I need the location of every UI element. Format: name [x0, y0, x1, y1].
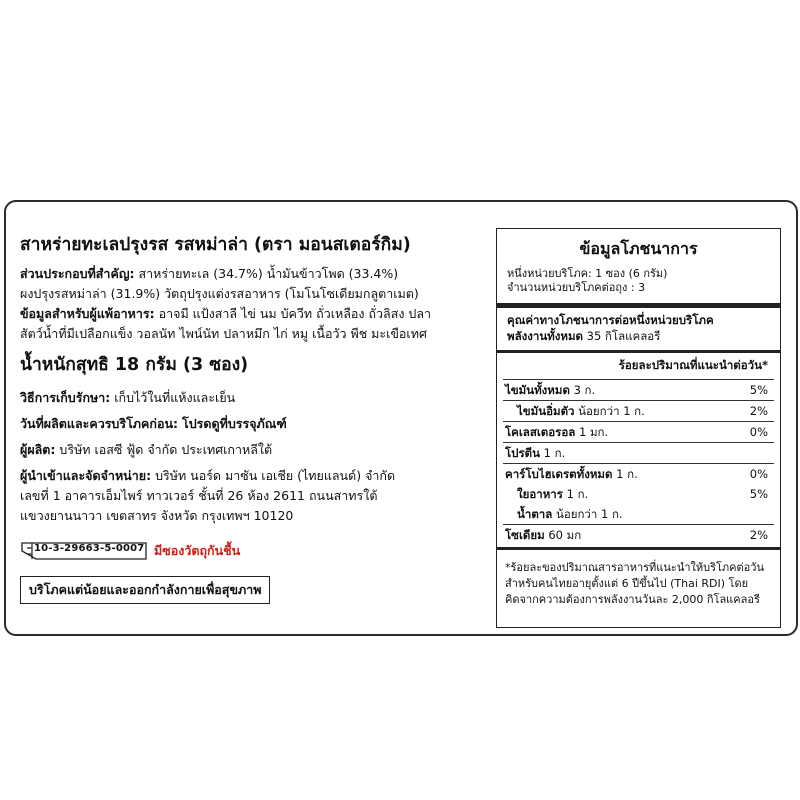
nutrient-pct: 0% [749, 467, 768, 481]
fda-number: 10-3-29663-5-0007 [34, 543, 145, 554]
nutrient-amount: 1 ก. [616, 467, 638, 481]
nutrient-pct: 5% [749, 383, 768, 397]
nutrition-title: ข้อมูลโภชนาการ [579, 239, 698, 258]
ingredients-line-1 [20, 264, 485, 284]
nutrient-row [497, 380, 780, 400]
allergy-line-2: สัตว์น้ำที่มีเปลือกแข็ง วอลนัท ไพน์นัท ปลาหมึก ไก่ หมู เนื้อวัว พีช มะเขือเทศ [20, 326, 427, 341]
servings-per-pack: จำนวนหน่วยบริโภคต่อถุง : 3 [507, 281, 646, 294]
nutrient-amount: 60 มก [548, 528, 582, 542]
nutrient-amount: 1 มก. [578, 425, 609, 439]
nutrient-amount: 1 ก. [543, 446, 566, 460]
date-value: โปรดดูที่บรรจุภัณฑ์ [182, 416, 287, 431]
ingredients-label: ส่วนประกอบที่สำคัญ: [20, 266, 135, 281]
health-advice: บริโภคแต่น้อยและออกกำลังกายเพื่อสุขภาพ [20, 576, 270, 604]
product-label-card [4, 200, 798, 636]
energy-line [497, 328, 780, 350]
nutrient-amount: 3 ก. [573, 383, 596, 397]
nutrient-row [497, 443, 780, 463]
energy-label: พลังงานทั้งหมด [507, 329, 584, 343]
allergy-value-1: อาจมี แป้งสาลี ไข่ นม บัควีท ถั่วเหลือง ถั่วลิสง ปลา [158, 306, 432, 321]
nutrient-name: น้ำตาล [517, 507, 553, 521]
nutrient-name: ใยอาหาร [517, 487, 563, 501]
nutrient-name: คาร์โบไฮเดรตทั้งหมด [505, 467, 613, 481]
nutrient-amount: น้อยกว่า 1 ก. [555, 507, 623, 521]
product-info-section [20, 228, 485, 604]
rdi-header: ร้อยละปริมาณที่แนะนำต่อวัน* [618, 358, 768, 372]
nutrient-name: โปรตีน [505, 446, 540, 460]
per-serving-label: คุณค่าทางโภชนาการต่อหนึ่งหน่วยบริโภค [507, 313, 714, 327]
nutrient-row [497, 484, 780, 504]
nutrient-row [497, 422, 780, 442]
nutrient-row [497, 464, 780, 484]
storage-line [20, 388, 485, 408]
nutrient-pct: 2% [749, 404, 768, 418]
footnote-line-1: *ร้อยละของปริมาณสารอาหารที่แนะนำให้บริโภคต่อวัน [505, 561, 764, 574]
nutrient-name: ไขมันอิ่มตัว [517, 404, 575, 418]
nutrient-amount: 1 ก. [566, 487, 589, 501]
net-weight: น้ำหนักสุทธิ 18 กรัม (3 ซอง) [20, 355, 249, 375]
rdi-footnote [497, 550, 780, 608]
allergy-line-1 [20, 304, 485, 324]
importer-value: บริษัท นอร์ด มาซัน เอเชีย (ไทยแลนด์) จำกัด [155, 468, 396, 483]
importer-line [20, 466, 485, 486]
nutrient-name: ไขมันทั้งหมด [505, 383, 570, 397]
address-line-2: แขวงยานนาวา เขตสาทร จังหวัด กรุงเทพฯ 10120 [20, 508, 294, 523]
desiccant-warning: มีซองวัตถุกันชื้น [154, 543, 241, 558]
date-line [20, 414, 485, 434]
footnote-line-2: สำหรับคนไทยอายุตั้งแต่ 6 ปีขึ้นไป (Thai RDI) โดย [505, 577, 749, 590]
product-title: สาหร่ายทะเลปรุงรส รสหม่าล่า (ตรา มอนสเตอร์กิม) [20, 235, 411, 255]
manufacturer-line [20, 440, 485, 460]
nutrient-name: โคเลสเตอรอล [505, 425, 576, 439]
nutrient-row [497, 525, 780, 545]
nutrient-pct: 0% [749, 425, 768, 439]
manufacturer-value: บริษัท เอสซี ฟู้ด จำกัด ประเทศเกาหลีใต้ [59, 442, 273, 457]
nutrient-amount: น้อยกว่า 1 ก. [578, 404, 645, 418]
storage-value: เก็บไว้ในที่แห้งและเย็น [114, 390, 236, 405]
fda-mark [20, 540, 148, 562]
address-line-1: เลขที่ 1 อาคารเอ็มไพร์ ทาวเวอร์ ชั้นที่ 26 ห้อง 2611 ถนนสาทรใต้ [20, 488, 378, 503]
storage-label: วิธีการเก็บรักษา: [20, 390, 111, 405]
manufacturer-label: ผู้ผลิต: [20, 442, 56, 457]
fda-row [20, 540, 485, 562]
ingredients-line-2: ผงปรุงรสหม่าล่า (31.9%) วัตถุปรุงแต่งรสอาหาร (โมโนโซเดียมกลูตาเมต) [20, 286, 419, 301]
footnote-line-3: คิดจากความต้องการพลังงานวันละ 2,000 กิโลแคลอรี [505, 593, 760, 606]
date-label: วันที่ผลิตและควรบริโภคก่อน: [20, 416, 179, 431]
allergy-label: ข้อมูลสำหรับผู้แพ้อาหาร: [20, 306, 155, 321]
nutrient-pct: 2% [749, 528, 768, 542]
importer-label: ผู้นำเข้าและจัดจำหน่าย: [20, 468, 152, 483]
energy-value: 35 กิโลแคลอรี [586, 329, 661, 343]
nutrient-row [497, 504, 780, 524]
nutrition-facts-panel [496, 228, 781, 628]
ingredients-value-1: สาหร่ายทะเล (34.7%) น้ำมันข้าวโพด (33.4%) [138, 266, 399, 281]
nutrient-pct: 5% [749, 487, 768, 501]
nutrient-row [497, 401, 780, 421]
serving-size: หนึ่งหน่วยบริโภค: 1 ซอง (6 กรัม) [507, 267, 668, 280]
nutrient-name: โซเดียม [505, 528, 545, 542]
